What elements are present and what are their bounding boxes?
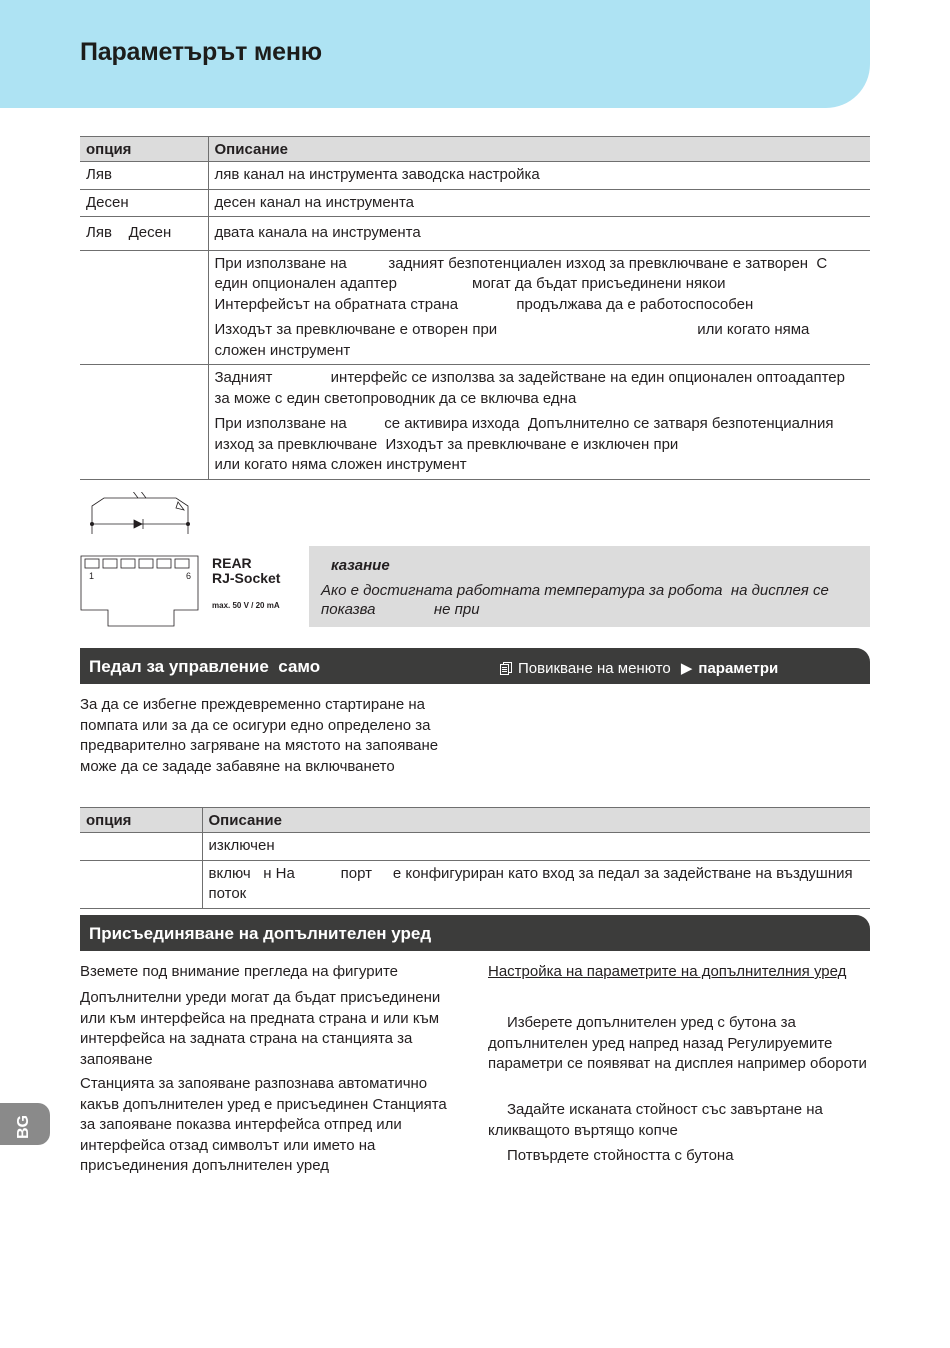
column-header-description: Описание (208, 137, 870, 162)
menu-path (500, 659, 778, 677)
socket-pin (121, 559, 135, 568)
device-left-para: Вземете под внимание прегледа на фигурите (80, 963, 398, 980)
circuit-wire (92, 498, 188, 534)
description-text: двата канала на инструмента (214, 224, 421, 241)
section-bar-device (80, 915, 870, 951)
device-step: Потвърдете стойността с бутона (507, 1147, 734, 1164)
option-cell: Ляв Десен (80, 217, 208, 251)
description-text: ляв канал на инструмента заводска настройка (214, 166, 540, 183)
description-cell (208, 250, 870, 365)
section-title: Педал за управление само (89, 657, 321, 676)
description-cell (208, 365, 870, 480)
light-arrow (132, 492, 138, 498)
socket-housing (81, 556, 198, 626)
description-cell (208, 217, 870, 251)
pin-label-first: 1 (89, 571, 95, 581)
description-cell (202, 860, 870, 908)
section-bar-pedal (80, 648, 870, 684)
note-box (309, 546, 870, 627)
options-table-output (80, 136, 870, 480)
page-title: Параметърът меню (80, 38, 322, 66)
device-step: Изберете допълнителен уред с бутона за допълнителен уред напред назад Регулируемите параметри се появяват на дисплея например обороти (488, 1014, 867, 1072)
section-title: Присъединяване на допълнителен уред (89, 924, 432, 943)
description-text: десен канал на инструмента (214, 193, 414, 211)
menu-icon (500, 662, 512, 675)
pin-label-last: 6 (186, 571, 192, 581)
description-text: Изходът за превключване е отворен при или когато няма сложен инструмент (214, 321, 814, 359)
table-row (80, 860, 870, 908)
option-cell (80, 833, 202, 861)
socket-pin (103, 559, 117, 568)
description-text: При използване на задният безпотенциален изход за превключване е затворен С един опционален адаптер могат да бъдат присъединени някои Интерфейсът на обратната страна продължава да е работоспособен (214, 254, 832, 313)
option-cell: Ляв (80, 162, 208, 190)
option-cell (80, 860, 202, 908)
menu-arrow-icon: ▶ (680, 660, 693, 677)
table-row (80, 217, 870, 251)
socket-pin (85, 559, 99, 568)
table-row (80, 250, 870, 365)
table-header-row (80, 137, 870, 162)
phototransistor-symbol (176, 502, 184, 510)
description-cell (202, 833, 870, 861)
socket-label (212, 556, 280, 586)
socket-pin (157, 559, 171, 568)
table-header-row (80, 808, 870, 833)
description-text: При използване на се активира изхода Допълнително се затваря безпотенциалния изход за превключване Изходът за превключване е изключен при или когато няма сложен инструмент (214, 415, 854, 473)
device-right-heading: Настройка на параметрите на допълнителния уред (488, 963, 847, 980)
table-row (80, 189, 870, 217)
description-cell (208, 162, 870, 190)
socket-spec: max. 50 V / 20 mA (212, 601, 280, 610)
socket-label-line2: RJ-Socket (212, 570, 281, 586)
note-text: Ако е достигната работната температура за робота на дисплея се показва не при (321, 582, 833, 618)
circuit-node (186, 522, 190, 526)
diode-symbol (134, 520, 142, 528)
note-title: казание (331, 557, 390, 574)
description-text: Задният интерфейс се използва за задействане на един опционален оптоадаптер за може с един светопроводник да се включва една (214, 369, 854, 407)
table-row (80, 365, 870, 480)
option-cell (80, 250, 208, 365)
rj-socket-diagram (80, 492, 205, 630)
column-header-description: Описание (202, 808, 870, 833)
description-text: изключен (208, 837, 275, 854)
device-step: Задайте исканата стойност със завъртане на кликващото въртящо копче (488, 1101, 823, 1139)
device-left-para: Станцията за запояване разпознава автоматично какъв допълнителен уред е присъединен Станцията за запояване показва интерфейса отпред или интерфейса отзад символът или името на присъединения допълнителен уред (80, 1075, 447, 1174)
options-table-pedal (80, 807, 870, 909)
menu-param-label: параметри (698, 660, 779, 677)
language-tab-label: BG (15, 1115, 32, 1139)
language-tab (0, 1103, 50, 1145)
light-arrow (140, 492, 146, 498)
circuit-node (90, 522, 94, 526)
table-row (80, 162, 870, 190)
column-header-option: опция (80, 808, 202, 833)
device-left-para: Допълнителни уреди могат да бъдат присъединени или към интерфейса на предната страна и или към интерфейса на задната страна на станцията за запояване (80, 989, 441, 1068)
socket-label-line1: REAR (212, 555, 252, 571)
description-cell (208, 189, 870, 217)
column-header-option: опция (80, 137, 208, 162)
description-text: включ н На порт е конфигуриран като вход за педал за задействане на въздушния поток (208, 864, 857, 902)
socket-pin (175, 559, 189, 568)
option-cell: Десен (80, 189, 208, 217)
option-cell (80, 365, 208, 480)
table-row (80, 833, 870, 861)
menu-path-label: Повикване на менюто (518, 660, 671, 677)
pedal-intro: За да се избегне преждевременно стартиране на помпата или за да се осигури едно определено за предварително загряване на мястото на запояване може да се зададе забавяне на включването (80, 696, 439, 775)
socket-pin (139, 559, 153, 568)
